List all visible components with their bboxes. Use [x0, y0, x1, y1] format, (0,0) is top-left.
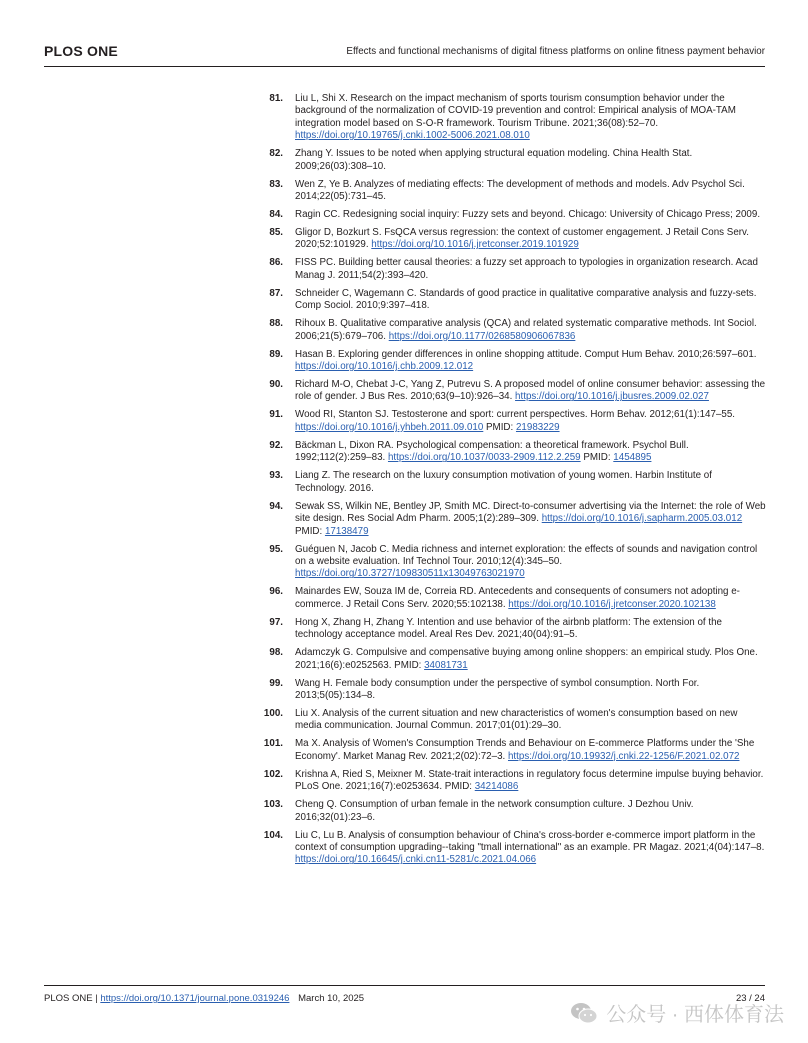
reference-item — [260, 148, 766, 173]
reference-number: 102. — [263, 768, 283, 780]
reference-item — [260, 617, 766, 642]
reference-text: Bäckman L, Dixon RA. Psychological compensation: a theoretical framework. Psychol Bull. 1992;112(2):259–83. — [295, 439, 689, 464]
footer-separator: | — [95, 993, 98, 1004]
reference-text: Schneider C, Wagemann C. Standards of good practice in qualitative comparative analysis and fuzzy-sets. Comp Sociol. 2010;9:397–418. — [295, 287, 757, 312]
reference-number: 97. — [269, 616, 283, 628]
footer-journal: PLOS ONE — [44, 993, 93, 1004]
running-title: Effects and functional mechanisms of digital fitness platforms on online fitness payment behavior — [346, 46, 765, 57]
reference-text: FISS PC. Building better causal theories: a fuzzy set approach to typologies in organization research. Acad Manag J. 2011;54(2):393–420. — [295, 257, 758, 281]
reference-doi-link[interactable]: https://doi.org/10.1016/j.sapharm.2005.03.012 — [541, 513, 743, 525]
reference-number: 85. — [269, 227, 283, 239]
reference-doi-link[interactable]: https://doi.org/10.16645/j.cnki.cn11-5281/c.2021.04.066 — [295, 854, 537, 866]
reference-item — [260, 349, 766, 374]
reference-number: 84. — [269, 209, 283, 221]
reference-text: Hong X, Zhang H, Zhang Y. Intention and use behavior of the airbnb platform: The extension of the technology acceptance model. Areal Res Dev. 2021;40(04):91–5. — [295, 616, 722, 641]
reference-number: 94. — [269, 500, 283, 512]
reference-pmid-link[interactable]: 1454895 — [613, 452, 652, 464]
reference-number: 88. — [269, 318, 283, 330]
reference-item — [260, 799, 766, 824]
reference-doi-link[interactable]: https://doi.org/10.1016/j.jbusres.2009.02.027 — [515, 391, 709, 403]
reference-item — [260, 409, 766, 434]
reference-item — [260, 708, 766, 733]
reference-text: Wood RI, Stanton SJ. Testosterone and sport: current perspectives. Horm Behav. 2012;61(1):147–55. — [295, 409, 736, 421]
reference-number: 90. — [269, 379, 283, 391]
reference-doi-link[interactable]: https://doi.org/10.3727/109830511x13049763021970 — [295, 568, 525, 580]
reference-item — [260, 769, 766, 794]
pmid-label: PMID: — [580, 452, 614, 464]
reference-item — [260, 93, 766, 143]
reference-item — [260, 440, 766, 465]
reference-item — [260, 209, 766, 221]
page-number: 23 / 24 — [735, 993, 765, 1004]
footer-citation — [44, 993, 364, 1004]
reference-number: 86. — [269, 257, 283, 269]
reference-doi-link[interactable]: https://doi.org/10.1037/0033-2909.112.2.259 — [387, 452, 581, 464]
reference-item — [260, 470, 766, 495]
pmid-label: PMID: — [394, 659, 425, 671]
reference-doi-link[interactable]: https://doi.org/10.1177/0268580906067836 — [388, 330, 576, 342]
reference-doi-link[interactable]: https://doi.org/10.1016/j.jretconser.2019.101929 — [371, 239, 579, 251]
reference-text: Rihoux B. Qualitative comparative analysis (QCA) and related systematic comparative methods. Int Sociol. 2006;21(5):679–706. — [295, 318, 757, 342]
reference-text: Hasan B. Exploring gender differences in online shopping attitude. Comput Hum Behav. 2010;26:597–601. — [295, 348, 757, 360]
footer-date: March 10, 2025 — [298, 993, 365, 1004]
reference-item — [260, 830, 766, 867]
reference-doi-link[interactable]: https://doi.org/10.1016/j.yhbeh.2011.09.010 — [295, 421, 484, 433]
reference-pmid-link[interactable]: 21983229 — [515, 421, 560, 433]
reference-text: Liu C, Lu B. Analysis of consumption behaviour of China's cross-border e-commerce import platform in the context of consumption upgrading--taking "tmall international" as an example. PR Magaz. 2021;4(04):147–8. — [295, 829, 765, 853]
watermark — [570, 998, 784, 1027]
reference-doi-link[interactable]: https://doi.org/10.1016/j.jretconser.2020.102138 — [508, 598, 716, 610]
reference-number: 89. — [269, 348, 283, 360]
reference-text: Gligor D, Bozkurt S. FsQCA versus regression: the context of customer engagement. J Retail Cons Serv. 2020;52:101929. — [295, 227, 749, 251]
reference-number: 92. — [269, 439, 283, 451]
reference-number: 91. — [269, 409, 283, 421]
reference-number: 82. — [269, 148, 283, 160]
reference-text: Mainardes EW, Souza IM de, Correia RD. Antecedents and consequents of consumers not adopting e-commerce. J Retail Cons Serv. 2020;55:102138. — [295, 586, 740, 610]
reference-doi-link[interactable]: https://doi.org/10.19932/j.cnki.22-1256/F.2021.02.072 — [507, 750, 740, 762]
reference-text: Sewak SS, Wilkin NE, Bentley JP, Smith MC. Direct-to-consumer advertising via the Internet: the role of Web site design. Res Social Adm Pharm. 2005;1(2):289–309. — [295, 500, 766, 525]
reference-number: 95. — [269, 543, 283, 555]
reference-item — [260, 501, 766, 538]
reference-number: 87. — [269, 287, 283, 299]
reference-text: Zhang Y. Issues to be noted when applying structural equation modeling. China Health Stat. 2009;26(03):308–10. — [295, 148, 693, 172]
reference-text: Liang Z. The research on the luxury consumption motivation of young women. Harbin Institute of Technology. 2016. — [295, 470, 712, 494]
pmid-label: PMID: — [444, 781, 475, 793]
reference-number: 100. — [263, 707, 283, 719]
reference-item — [260, 257, 766, 282]
reference-item — [260, 647, 766, 672]
reference-number: 104. — [263, 829, 283, 841]
reference-item — [260, 318, 766, 343]
reference-text: Liu X. Analysis of the current situation and new characteristics of women's consumption based on new media communication. Journal Commun. 2017;01(01):29–30. — [295, 707, 738, 732]
reference-item — [260, 678, 766, 703]
pmid-label: PMID: — [483, 421, 516, 433]
reference-item — [260, 179, 766, 204]
reference-number: 81. — [269, 93, 283, 104]
reference-text: Guéguen N, Jacob C. Media richness and internet exploration: the effects of sounds and navigation control on a website evaluation. Inf Technol Tour. 2010;12(4):345–50. — [295, 543, 758, 567]
wechat-icon — [570, 1001, 598, 1025]
reference-item — [260, 586, 766, 611]
reference-text: Wang H. Female body consumption under the perspective of symbol consumption. North For. 2013;5(05):134–8. — [295, 677, 700, 701]
watermark-text: 公众号 · 西体体育法 — [606, 1004, 784, 1026]
reference-doi-link[interactable]: https://doi.org/10.19765/j.cnki.1002-5006.2021.08.010 — [295, 130, 530, 142]
reference-number: 93. — [269, 470, 283, 482]
reference-number: 99. — [269, 677, 283, 689]
reference-item — [260, 544, 766, 581]
reference-pmid-link[interactable]: 34081731 — [424, 659, 468, 671]
reference-text: Adamczyk G. Compulsive and compensative buying among online shoppers: an empirical study. Plos One. 2021;16(6):e0252563. — [295, 647, 758, 671]
reference-item — [260, 379, 766, 404]
reference-doi-link[interactable]: https://doi.org/10.1016/j.chb.2009.12.012 — [295, 361, 474, 373]
pmid-label: PMID: — [295, 525, 325, 537]
reference-item — [260, 288, 766, 313]
reference-number: 96. — [269, 586, 283, 598]
reference-text: Ragin CC. Redesigning social inquiry: Fuzzy sets and beyond. Chicago: University of Chicago Press; 2009. — [295, 209, 761, 221]
reference-list — [260, 93, 766, 872]
page-header — [44, 38, 765, 67]
reference-number: 103. — [263, 799, 283, 811]
reference-text: Krishna A, Ried S, Meixner M. State-trait interactions in regulatory focus determine impulse buying behavior. PLoS One. 2021;16(7):e0253634. — [295, 768, 764, 793]
footer-doi-link[interactable]: https://doi.org/10.1371/journal.pone.0319246 — [100, 993, 290, 1004]
reference-number: 101. — [263, 738, 283, 750]
reference-text: Wen Z, Ye B. Analyzes of mediating effects: The development of methods and models. Adv Psychol Sci. 2014;22(05):731–45. — [295, 178, 745, 203]
reference-text: Liu L, Shi X. Research on the impact mechanism of sports tourism consumption behavior under the background of the normalization of COVID-19 prevention and control: Empirical analysis of MOA-TAM integration model based on S-O-R framework. Tourism Tribune. 2021;36(08):52–70. — [295, 93, 736, 129]
reference-item — [260, 227, 766, 252]
reference-text: Cheng Q. Consumption of urban female in the network consumption culture. J Dezhou Univ. 2016;32(01):23–6. — [295, 799, 694, 823]
reference-item — [260, 738, 766, 763]
reference-text: Richard M-O, Chebat J-C, Yang Z, Putrevu S. A proposed model of online consumer behavior: assessing the role of gender. J Bus Res. 2010;63(9–10):926–34. — [295, 379, 766, 403]
journal-name: PLOS ONE — [44, 43, 118, 59]
reference-pmid-link[interactable]: 34214086 — [474, 781, 519, 793]
reference-number: 98. — [269, 647, 283, 659]
page-footer — [44, 985, 765, 1004]
reference-text: Ma X. Analysis of Women's Consumption Trends and Behaviour on E-commerce Platforms under the 'She Economy'. Market Manag Rev. 2021;2(02):72–3. — [295, 738, 755, 762]
reference-pmid-link[interactable]: 17138479 — [324, 525, 369, 537]
reference-number: 83. — [269, 178, 283, 190]
